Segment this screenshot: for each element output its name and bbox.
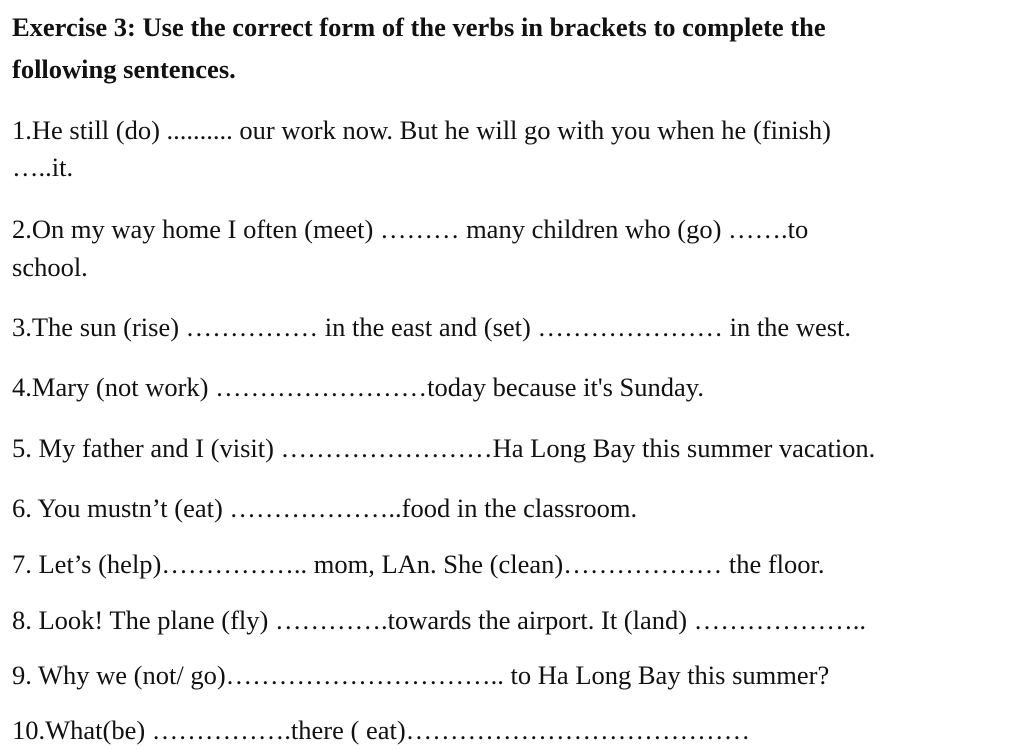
sentence-7: 7. Let’s (help)…………….. mom, LAn. She (clean)……………… the floor. (12, 549, 825, 579)
sentence-1-line-1: 1.He still (do) .......... our work now. But he will go with you when he (finish) (12, 115, 831, 145)
sentence-5: 5. My father and I (visit) ……………………Ha Long Bay this summer vacation. (12, 433, 876, 463)
exercise-title-line-1: Exercise 3: Use the correct form of the verbs in brackets to complete the (12, 12, 826, 42)
sentence-1-line-2: …..it. (12, 152, 74, 182)
sentence-9: 9. Why we (not/ go)………………………….. to Ha Long Bay this summer? (12, 660, 830, 690)
sentence-4: 4.Mary (not work) ……………………today because it's Sunday. (12, 372, 704, 402)
exercise-title-line-2: following sentences. (12, 54, 236, 84)
sentence-6: 6. You mustn’t (eat) ………………..food in the classroom. (12, 493, 638, 523)
exercise-title (12, 6, 1012, 90)
worksheet (12, 0, 1012, 745)
sentence-2-line-1: 2.On my way home I often (meet) ……… many children who (go) …….to (12, 214, 809, 244)
sentence-10: 10.What(be) …………….there ( eat)………………………………… (12, 715, 751, 745)
sentence-2-line-2: school. (12, 252, 88, 282)
sentence-3: 3.The sun (rise) …………… in the east and (set) ………………… in the west. (12, 312, 852, 342)
sentence-8: 8. Look! The plane (fly) ………….towards the airport. It (land) ……………….. (12, 605, 866, 635)
